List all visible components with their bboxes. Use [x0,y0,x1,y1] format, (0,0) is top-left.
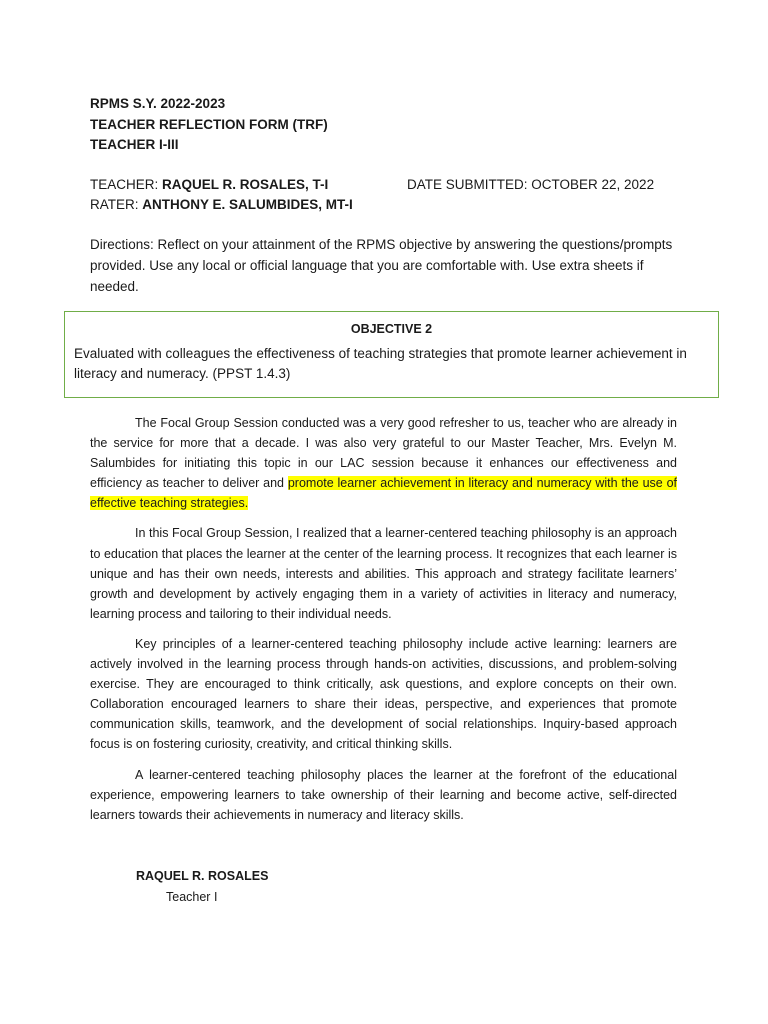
reflection-body [90,413,677,835]
objective-box [64,311,719,398]
directions-text: Directions: Reflect on your attainment of the RPMS objective by answering the questions/prompts provided. Use any local or official language that you are comfortable with. Use extra sheets if needed. [90,237,673,294]
teacher-name: RAQUEL R. ROSALES, T-I [162,177,329,192]
rater-label: RATER: [90,197,143,212]
rater-row [90,195,353,215]
teacher-label: TEACHER: [90,177,163,192]
signature-block [136,866,268,907]
school-year-title: RPMS S.Y. 2022-2023 [90,96,226,111]
paragraph-1 [90,413,677,513]
rater-name: ANTHONY E. SALUMBIDES, MT-I [142,197,353,212]
signatory-name: RAQUEL R. ROSALES [136,869,269,883]
objective-title: OBJECTIVE 2 [350,322,433,336]
highlighted-text: promote learner achievement in literacy and numeracy with the use of effective teaching strategies. [90,476,677,511]
paragraph-3: Key principles of a learner-centered teaching philosophy include active learning: learners are actively involved in the learning process through hands-on activities, discussions, and problem-solving exercise. They are encouraged to think critically, ask questions, and explore concepts on their own. Collaboration encouraged learners to share their ideas, perspective, and experiences that promote communication skills, teamwork, and the development of social relationships. Inquiry-based approach focus is on fostering curiosity, creativity, and critical thinking skills. [90,636,677,752]
teacher-row [90,175,328,195]
form-header [90,94,328,156]
signatory-role: Teacher I [166,889,218,904]
paragraph-1-text: The Focal Group Session conducted was a very good refresher to us, teacher who are already in the service for more that a decade. I was also very grateful to our Master Teacher, Mrs. Evelyn M. Salumbides for initiating this topic in our LAC session because it enhances our effectiveness and efficiency as teacher to deliver and [90,416,677,491]
teacher-level: TEACHER I-III [90,137,179,152]
objective-text: Evaluated with colleagues the effectiveness of teaching strategies that promote learner achievement in literacy and numeracy. (PPST 1.4.3) [74,346,687,381]
date-submitted [407,175,654,195]
date-value: OCTOBER 22, 2022 [531,177,655,192]
date-label: DATE SUBMITTED: [407,177,532,192]
paragraph-4: A learner-centered teaching philosophy places the learner at the forefront of the educational experience, empowering learners to take ownership of their learning and become active, self-directed learners towards their achievements in numeracy and literacy skills. [90,767,677,822]
form-title: TEACHER REFLECTION FORM (TRF) [90,116,328,132]
paragraph-2: In this Focal Group Session, I realized that a learner-centered teaching philosophy is an approach to education that places the learner at the center of the learning process. It recognizes that each learner is unique and has their own needs, interests and abilities. This approach and strategy facilitate learners’ growth and development by actively engaging them in a variety of activities in literacy and numeracy, learning process and tailoring to their individual needs. [90,526,677,621]
